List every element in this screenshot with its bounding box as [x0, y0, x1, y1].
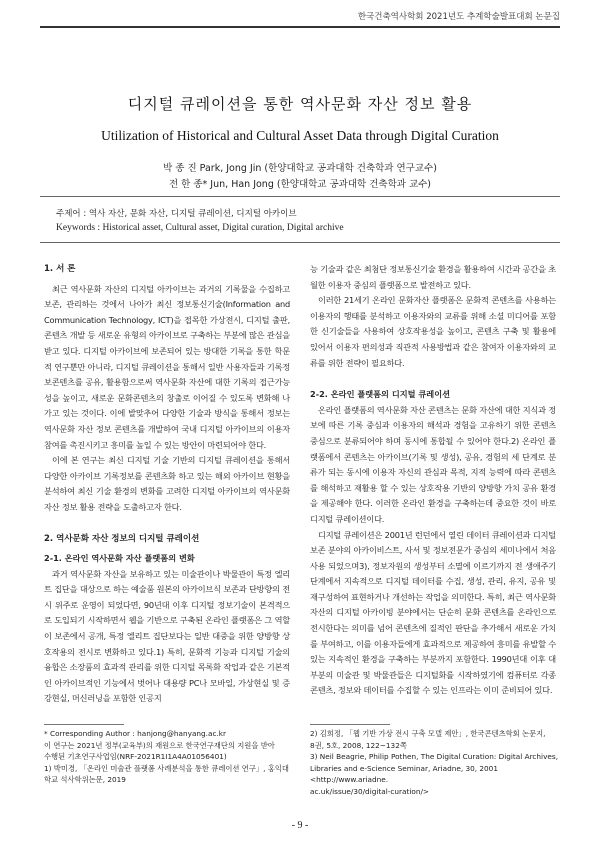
footnotes-left — [44, 728, 294, 786]
right-paragraph-3: 디지털 큐레이션은 2001년 런던에서 열린 데이터 큐레이션과 디지털 보존 분야의 아카이비스트, 사서 및 정보전문가 중심의 세미나에서 처음 사용 되었으며3), 정보자원의 생성부터 소멸에 이르기까지 전 생애주기 단계에서 지속적으로 디지털 데이터를 수집, 생성, 관리, 유지, 공유 및 재구성하여 표현하거나 개선하는 작업을 의미한다. 특히, 최근 역사문화 자산의 디지털 아카이빙 분야에서는 단순히 문화 콘텐츠를 온라인으로 전시한다는 의미를 넘어 콘텐츠에 질적인 판단을 추가해서 새로운 가치를 부여하고, 이를 이용자들에게 효과적으로 제공하여 흥미를 유발할 수 있는 지속적인 환경을 구축하는 부분까지 포함한다. 1990년대 이후 대부분의 미술관 및 박물관들은 디지털화를 시작하였기에 컴퓨터로 각종 콘텐츠, 정보와 데이터를 수집할 수 있는 인프라는 이미 준비되어 있다. — [310, 529, 556, 696]
right-column — [310, 262, 556, 699]
title-english: Utilization of Historical and Cultural Asset Data through Digital Curation — [101, 128, 499, 143]
header-rule — [40, 26, 560, 28]
footnote-rule-left — [44, 724, 124, 725]
page-number: - 9 - — [291, 820, 309, 831]
section-2-1-heading: 2-1. 온라인 역사문화 자산 플랫폼의 변화 — [44, 553, 195, 564]
section-1-paragraph-1: 최근 역사문화 자산의 디지털 아카이브는 과거의 기록물을 수집하고 보존, 관리하는 것에서 나아가 최신 정보통신기술(Information and Communication Technology, ICT)을 접목한 가상전시, 디지털 출판, 콘텐츠 개발 등 새로운 유형의 아카이브로 구축하는 부분에 많은 관심을 받고 있다. 디지털 아카이브에 보존되어 있는 방대한 기록을 통한 학문적 연구뿐만 아니라, 디지털 큐레이션을 통해서 일반 사용자들과 기록정보콘텐츠를 공유, 활용함으로써 역사문화 자산에 대한 기록의 접근가능성을 높이고, 새로운 문화콘텐츠의 창출로 이어질 수 있도록 변화해 나가고 있는 것이다. 이에 발맞추어 다양한 기술과 방식을 통해서 정보는 역사문화 자산 정보 콘텐츠를 개발하여 국내 디지털 아카이브의 이용자 참여를 촉진시키고 흥미를 높일 수 있는 방안이 마련되어야 한다. — [44, 283, 290, 450]
footnote-line: 1) 박미경, 「온라인 미술관 플랫폼 사례분석을 통한 큐레이션 연구」, 홍익대 — [44, 763, 289, 773]
section-2-heading: 2. 역사문화 자산 정보의 디지털 큐레이션 — [44, 533, 200, 544]
keywords-korean: 주제어 : 역사 자산, 문화 자산, 디지털 큐레이션, 디지털 아카이브 — [56, 209, 297, 219]
running-header: 한국건축역사학회 2021년도 추계학술발표대회 논문집 — [357, 12, 560, 22]
footnote-line: * Corresponding Author : hanjong@hanyang.ac.kr — [44, 729, 227, 738]
author-1: 박 종 진 Park, Jong Jin (한양대학교 공과대학 건축학과 연구교수) — [163, 163, 437, 174]
footnote-line: 8권, 5호, 2008, 122~132쪽 — [310, 740, 407, 750]
section-1-heading: 1. 서 론 — [44, 264, 76, 274]
right-paragraph-continued: 능 기술과 같은 최첨단 정보통신기술 환경을 활용하여 시간과 공간을 초월한 이용자 중심의 플랫폼으로 발전하고 있다. — [310, 264, 556, 290]
right-paragraph-1: 이러한 21세기 온라인 문화자산 플랫폼은 문화적 콘텐츠를 사용하는 이용자의 행태를 분석하고 이용자와의 교류를 위해 소셜 미디어를 포함한 신기술들을 사용하여 상호작용성을 높이고, 콘텐츠 구축 및 활용에 있어서 이용자 편의성과 직관적 사용방법과 같은 참여자 이용자와의 교류를 위한 전략이 필요하다. — [310, 295, 556, 368]
footnote-line: 이 연구는 2021년 정부(교육부)의 재원으로 한국연구재단의 지원을 받아 — [44, 740, 275, 750]
keyword-rule-bottom — [40, 242, 560, 243]
section-2-2-heading: 2-2. 온라인 플랫폼의 디지털 큐레이션 — [310, 389, 451, 400]
keywords-english: Keywords : Historical asset, Cultural asset, Digital curation, Digital archive — [56, 223, 344, 233]
footnote-line: Libraries and e-Science Seminar, Ariadne, 30, 2001 <http://www.ariadne. — [310, 763, 498, 785]
footnotes-right — [310, 728, 560, 798]
section-1-paragraph-2: 이에 본 연구는 최신 디지털 기술 기반의 디지털 큐레이션을 통해서 다양한 아카이브 기록정보를 콘텐츠화 하고 있는 해외 아카이브 현황을 분석하여 최신 기술 환경의 변화를 고려한 디지털 아카이브의 역사문화 자산 정보 활용 전략을 도출하고자 한다. — [44, 455, 290, 512]
footnote-line: 학교 석사학위논문, 2019 — [44, 775, 126, 785]
section-2-1-paragraph-1: 과거 역사문화 자산을 보유하고 있는 미술관이나 박물관이 특정 엘리트 집단을 대상으로 하는 예술품 원본의 아카이브식 보존과 단방향의 전시 위주로 운영이 되었다면, 90년대 이후 디지털 정보기술이 본격적으로 도입되기 시작하면서 웹을 기반으로 구축된 온라인 플랫폼은 그 역할이 보존에서 공개, 특정 엘리트 집단보다는 일반 대중을 위한 양방향 상호작용의 전시로 변화하고 있다.1) 특히, 문화적 기능과 디지털 기술의 융합은 소장품의 효과적 관리를 위한 디지털 목록화 작업과 같은 기본적인 아카이브적인 기능에서 벗어나 대용량 PC나 모바일, 가상현실 및 증강현실, 머신러닝을 포함한 인공지 — [44, 568, 290, 704]
title-korean: 디지털 큐레이션을 통한 역사문화 자산 정보 활용 — [127, 95, 473, 113]
footnote-rule-right — [310, 724, 390, 725]
footnote-line: 수행된 기초연구사업임(NRF-2021R1I1A4A01056401) — [44, 752, 227, 762]
right-paragraph-2: 온라인 플랫폼의 역사문화 자산 콘텐츠는 문화 자산에 대한 지식과 정보에 따른 기록 중심과 이용자의 해석과 경험을 고유하기 위한 콘텐츠 중심으로 분류되어야 하며 동시에 통합될 수 있어야 한다.2) 온라인 플랫폼에서 콘텐츠는 아카이브(기록 및 생성), 공유, 경험의 세 단계로 분류가 되는 동시에 이용자 자신의 관심과 목적, 지적 능력에 따라 콘텐츠를 해석하고 재활용 할 수 있는 상호작용 기반의 양방향 가치 공유 환경을 제공해야 한다. 이러한 온라인 환경을 구축하는데 중요한 것이 바로 디지털 큐레이션이다. — [310, 404, 556, 524]
author-2: 전 한 종* Jun, Han Jong (한양대학교 공과대학 건축학과 교수) — [168, 179, 432, 190]
footnote-line: ac.uk/issue/30/digital-curation/> — [310, 786, 430, 796]
footnote-line: 3) Neil Beagrie, Philip Pothen, The Digital Curation: Digital Archives, — [310, 752, 559, 762]
keyword-rule-top — [40, 196, 560, 197]
left-column — [44, 262, 290, 707]
footnote-line: 2) 김희정, 「웹 기반 가상 전시 구축 모델 제안」, 한국콘텐츠학회 논문지, — [310, 729, 546, 738]
